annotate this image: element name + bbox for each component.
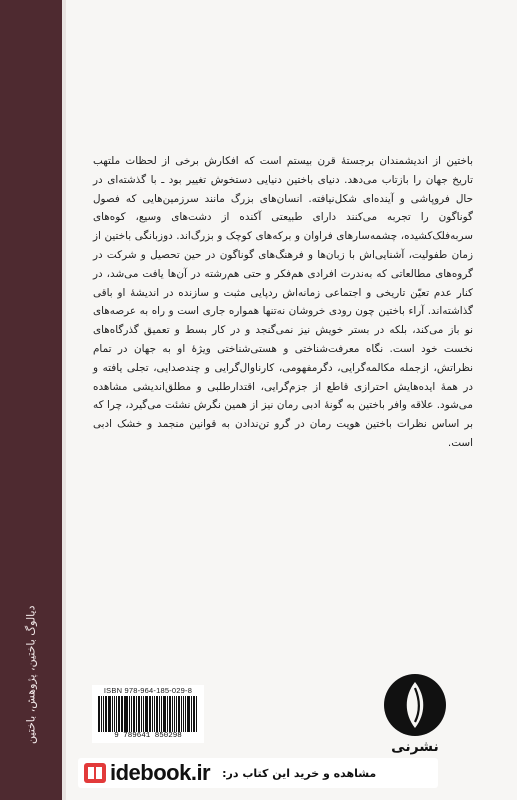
barcode-bar (178, 696, 180, 732)
publisher-name: نشرنی (391, 739, 439, 755)
watermark-brand: idebook.ir (110, 760, 211, 785)
barcode-bar (141, 696, 142, 732)
barcode-bar (156, 696, 158, 732)
barcode-bar (154, 696, 155, 732)
barcode-digits: 9 789641 850298 (114, 732, 182, 740)
watermark-banner (78, 758, 438, 788)
watermark-slogan: مشاهده و خرید این کتاب در: (222, 766, 377, 780)
book-icon (82, 760, 108, 786)
isbn-label: ISBN 978-964-185-029-8 (103, 686, 193, 695)
publisher-logo-icon (382, 672, 448, 738)
barcode-bar (181, 696, 182, 732)
barcode-bar (145, 696, 148, 732)
barcode-bar (193, 696, 195, 732)
back-cover-text (93, 152, 473, 453)
barcode-bar (136, 696, 137, 732)
barcode-bar (149, 696, 151, 732)
barcode-bar (121, 696, 123, 732)
barcode-bar (196, 696, 197, 732)
barcode-bar (124, 696, 125, 732)
barcode-bar (174, 696, 175, 732)
barcode-bars (98, 696, 198, 732)
barcode-bar (129, 696, 130, 732)
barcode-bar (163, 696, 166, 732)
barcode-bar (118, 696, 120, 732)
barcode-bar (125, 696, 128, 732)
barcode-bar (161, 696, 162, 732)
spine-title: دیالوگ باختین، پژوهش، باختین (24, 605, 38, 745)
spine-edge (62, 0, 66, 800)
barcode-bar (191, 696, 192, 732)
barcode-bar (185, 696, 186, 732)
barcode-bar (112, 696, 113, 732)
barcode-bar (187, 696, 190, 732)
barcode-bar (169, 696, 171, 732)
barcode-bar (138, 696, 140, 732)
barcode-bar (143, 696, 144, 732)
barcode-bar (131, 696, 132, 732)
barcode-bar (152, 696, 153, 732)
barcode-bar (116, 696, 117, 732)
barcode-bar (114, 696, 115, 732)
barcode-bar (101, 696, 102, 732)
barcode-bar (159, 696, 160, 732)
barcode-bar (105, 696, 107, 732)
back-cover-paragraph: باختین از اندیشمندان برجستهٔ قرن بیستم است که افکارش برخی از لحظات ملتهب تاریخ جهان را بازتاب می‌دهد. دنیای باختین دنیایی دستخوش تغییر بود ـ با گذشته‌ای در حال فروپاشی و آینده‌ای شکل‌نیافته. انسان‌های بزرگ مانند سرزمین‌هایی که فصول گوناگون را تجربه می‌کنند دارای طبیعتی آکنده از دشت‌های وسیع، کوه‌های سربه‌فلک‌کشیده، چشمه‌سارهای فراوان و برکه‌های کوچک و بزرگ‌اند. دوزبانگی باختین از زمان طفولیت، آشنایی‌اش با زبان‌ها و فرهنگ‌های گوناگون در حین تحصیل و شرکت در گروه‌های مطالعاتی که به‌ندرت افرادی هم‌فکر و حتی هم‌رشته در آن‌ها یافت می‌شد، در کنار عدم تعیّن تاریخی و اجتماعی زمانه‌اش ردپایی مثبت و سازنده در اندیشهٔ او باقی گذاشته‌اند. آراء باختین چون رودی خروشان نه‌تنها همواره جاری است و راه به عرصه‌های نو باز می‌کند، بلکه در بستر خویش نیز نمی‌گنجد و در کار بسط و تعمیق گذرگاه‌های نخست خود است. نگاه معرفت‌شناختی و هستی‌شناختی ویژهٔ او به جهان در تمام نظراتش، ازجمله مکالمه‌گرایی، دگرمفهومی، کارناوال‌گرایی و چندصدایی، تجلی یافته و در همهٔ ایده‌هایش احترازی قاطع از جزم‌گرایی، اقتدارطلبی و مطلق‌اندیشی مشاهده می‌شود. علاقه وافر باختین به گونهٔ ادبی رمان نیز از همین نگرش نشئت می‌گیرد، چرا که بر اساس نظرات باختین هویت رمان در گرو تن‌ندادن به قوانین منجمد و خشک ادبی است. (93, 155, 473, 449)
barcode-bar (183, 696, 184, 732)
barcode-bar (133, 696, 135, 732)
barcode-bar (103, 696, 104, 732)
barcode-bar (108, 696, 111, 732)
barcode-bar (176, 696, 178, 732)
barcode-bar (167, 696, 168, 732)
barcode-bar (172, 696, 173, 732)
barcode (92, 685, 204, 743)
barcode-bar (98, 696, 100, 732)
